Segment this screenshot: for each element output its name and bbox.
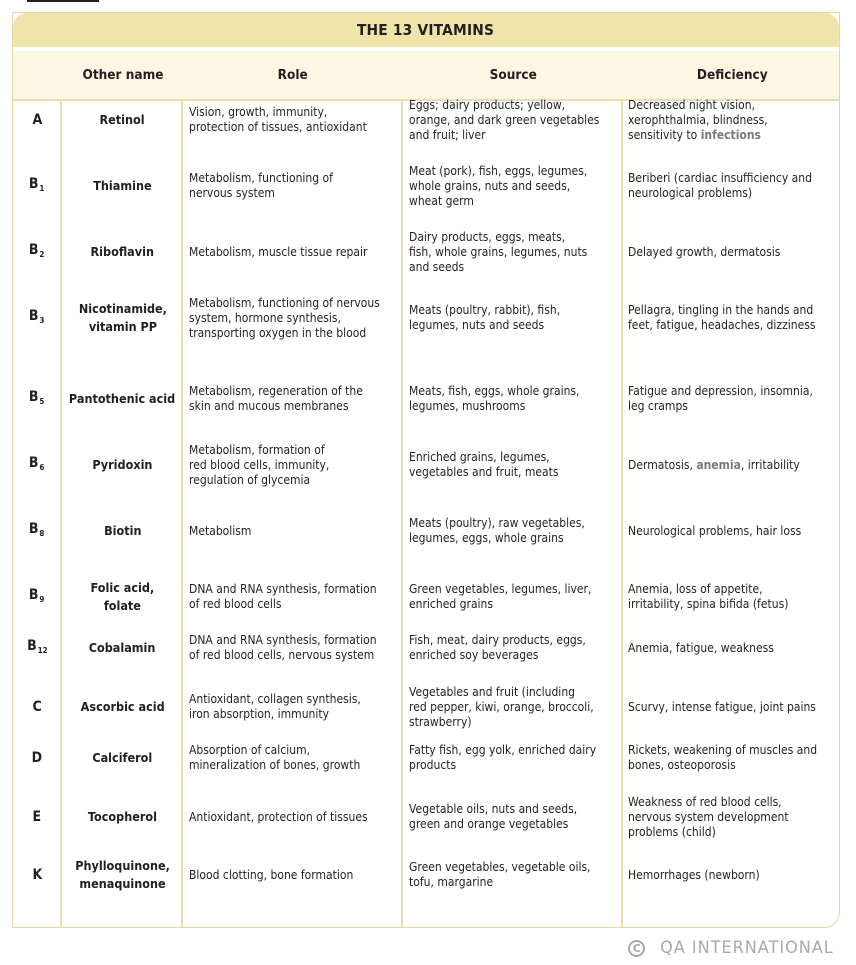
copyright-text: QA INTERNATIONAL xyxy=(660,938,834,958)
vitamin-subscript: 6 xyxy=(39,462,45,472)
cell-line: Ascorbic acid xyxy=(80,699,165,714)
cell-vitamin xyxy=(13,620,61,676)
cell-line: Delayed growth, dermatosis xyxy=(628,244,781,259)
cell-line: Absorption of calcium, xyxy=(189,743,311,757)
cell-line: Nicotinamide, xyxy=(78,301,167,316)
cell-line: Anemia, loss of appetite, xyxy=(628,582,763,596)
vitamin-subscript: 8 xyxy=(39,528,45,538)
cell-line: neurological problems) xyxy=(628,186,753,200)
cell-deficiency xyxy=(628,620,838,676)
cell-other-name xyxy=(63,219,182,285)
cell-role xyxy=(189,285,399,351)
cell-role xyxy=(189,784,399,850)
table-row xyxy=(13,498,839,564)
cell-line: Neurological problems, hair loss xyxy=(628,523,802,538)
cell-source xyxy=(409,845,619,905)
cell-source xyxy=(409,498,619,564)
cell-line: and seeds xyxy=(409,259,465,274)
cell-line: Green vegetables, legumes, liver, xyxy=(409,582,592,596)
cell-role xyxy=(189,432,399,498)
cell-line: Green vegetables, vegetable oils, xyxy=(409,860,591,874)
vitamin-subscript: 5 xyxy=(39,396,45,406)
cell-line: xerophthalmia, blindness, xyxy=(628,112,768,127)
cell-line: Metabolism xyxy=(189,523,252,538)
cell-line: Pellagra, tingling in the hands and xyxy=(628,303,814,317)
vitamins-table xyxy=(12,12,840,928)
cell-line: skin and mucous membranes xyxy=(189,399,349,413)
vitamin-letter: K xyxy=(32,866,42,883)
cell-line: system, hormone synthesis, xyxy=(189,310,341,325)
vitamin-letter: $B_5$ xyxy=(29,388,45,406)
cell-other-name xyxy=(63,153,182,219)
cell-line: legumes, nuts and seeds xyxy=(409,318,545,332)
cell-other-name xyxy=(63,87,182,153)
cell-line: legumes, mushrooms xyxy=(409,399,526,413)
header-other-name: Other name xyxy=(82,67,163,83)
cell-line: menaquinone xyxy=(79,876,166,891)
table-title-bar xyxy=(13,13,839,47)
cell-vitamin xyxy=(13,730,61,786)
cell-line: DNA and RNA synthesis, formation xyxy=(189,633,377,647)
table-row xyxy=(13,730,839,786)
cell-role xyxy=(189,87,399,153)
vitamin-letter: $B_3$ xyxy=(29,307,45,325)
copyright-icon: C xyxy=(628,940,645,957)
cell-deficiency xyxy=(628,845,838,905)
table-row xyxy=(13,366,839,432)
cell-role xyxy=(189,153,399,219)
vitamin-letter: C xyxy=(32,698,42,715)
cell-line: Meats (poultry, rabbit), fish, xyxy=(409,303,561,317)
cell-line: Metabolism, functioning of nervous xyxy=(189,295,380,310)
cell-line: regulation of glycemia xyxy=(189,472,311,487)
vitamin-letter: $B_9$ xyxy=(29,586,45,604)
cell-line: Phylloquinone, xyxy=(75,858,170,873)
table-row xyxy=(13,784,839,850)
cell-line: Cobalamin xyxy=(89,640,156,655)
cell-role xyxy=(189,219,399,285)
cell-other-name xyxy=(63,620,182,676)
cell-vitamin xyxy=(13,153,61,219)
cell-line: nervous system xyxy=(189,186,275,200)
cell-line: red pepper, kiwi, orange, broccoli, xyxy=(409,699,594,714)
cell-other-name xyxy=(63,366,182,432)
cell-role xyxy=(189,730,399,786)
cell-line: Rickets, weakening of muscles and xyxy=(628,743,818,757)
cell-role xyxy=(189,366,399,432)
cell-other-name xyxy=(63,432,182,498)
cell-vitamin xyxy=(13,366,61,432)
cell-line: feet, fatigue, headaches, dizziness xyxy=(628,318,816,332)
cell-vitamin xyxy=(13,219,61,285)
vitamin-subscript: 9 xyxy=(39,594,45,604)
cell-source xyxy=(409,730,619,786)
cell-line: fish, whole grains, legumes, nuts xyxy=(409,244,588,259)
cell-role xyxy=(189,620,399,676)
cell-line: sensitivity to infections xyxy=(628,127,761,142)
table-title: THE 13 VITAMINS xyxy=(357,21,495,39)
cell-line: products xyxy=(409,758,457,772)
cell-line: folate xyxy=(103,598,142,613)
cell-source xyxy=(409,366,619,432)
cell-line: protection of tissues, antioxidant xyxy=(189,120,367,134)
cell-line: irritability, spina bifida (fetus) xyxy=(628,597,789,611)
cell-source xyxy=(409,87,619,153)
cell-vitamin xyxy=(13,498,61,564)
cell-source xyxy=(409,153,619,219)
cell-line: red blood cells, immunity, xyxy=(189,457,330,472)
cell-line: Antioxidant, collagen synthesis, xyxy=(189,692,361,706)
top-rule xyxy=(27,0,99,2)
table-row xyxy=(13,432,839,498)
vitamin-letter: $B_{12}$ xyxy=(26,637,48,655)
cell-line: Decreased night vision, xyxy=(628,97,756,112)
cell-source xyxy=(409,784,619,850)
cell-line: Thiamine xyxy=(93,178,152,193)
table-row xyxy=(13,87,839,153)
vitamin-letter: E xyxy=(32,808,42,825)
cell-line: Enriched grains, legumes, xyxy=(409,450,550,464)
cell-vitamin xyxy=(13,285,61,351)
cell-line: Riboflavin xyxy=(90,244,155,259)
copyright-notice xyxy=(628,936,834,960)
vitamin-subscript: 12 xyxy=(37,645,48,655)
cell-line: Meat (pork), fish, eggs, legumes, xyxy=(409,163,588,178)
cell-other-name xyxy=(63,285,182,351)
cell-line: of red blood cells, nervous system xyxy=(189,648,375,662)
cell-line: bones, osteoporosis xyxy=(628,758,736,772)
vitamin-letter: A xyxy=(32,111,42,128)
cell-line: Eggs; dairy products; yellow, xyxy=(409,97,566,112)
cell-deficiency xyxy=(628,784,838,850)
cell-other-name xyxy=(63,498,182,564)
cell-line: leg cramps xyxy=(628,399,688,413)
cell-line: Blood clotting, bone formation xyxy=(189,867,354,882)
cell-line: mineralization of bones, growth xyxy=(189,758,361,772)
header-source: Source xyxy=(489,67,537,83)
cell-line: Scurvy, intense fatigue, joint pains xyxy=(628,699,816,714)
cell-deficiency xyxy=(628,730,838,786)
cell-source xyxy=(409,620,619,676)
cell-line: Dairy products, eggs, meats, xyxy=(409,229,566,244)
cell-line: Pantothenic acid xyxy=(69,391,176,406)
cell-line: Dermatosis, anemia, irritability xyxy=(628,457,800,472)
cell-line: nervous system development xyxy=(628,809,789,824)
cell-line: transporting oxygen in the blood xyxy=(189,325,367,340)
cell-line: Retinol xyxy=(99,112,146,127)
vitamin-subscript: 3 xyxy=(39,315,45,325)
table-row xyxy=(13,153,839,219)
cell-line: Folic acid, xyxy=(90,580,155,595)
cell-line: Fish, meat, dairy products, eggs, xyxy=(409,633,586,647)
table-row xyxy=(13,845,839,905)
cell-deficiency xyxy=(628,87,838,153)
cell-line: Pyridoxin xyxy=(92,457,153,472)
vitamin-letter: $B_8$ xyxy=(29,520,45,538)
cell-vitamin xyxy=(13,784,61,850)
cell-line: iron absorption, immunity xyxy=(189,707,330,721)
cell-line: Biotin xyxy=(103,523,142,538)
cell-line: Metabolism, regeneration of the xyxy=(189,384,363,398)
vitamin-letter: $B_1$ xyxy=(29,175,45,193)
cell-line: Meats (poultry), raw vegetables, xyxy=(409,516,585,530)
cell-line: vitamin PP xyxy=(88,319,157,334)
cell-line: Vegetables and fruit (including xyxy=(409,684,576,699)
vitamin-letter: $B_2$ xyxy=(29,241,45,259)
cell-line: enriched soy beverages xyxy=(409,648,539,662)
cell-line: Vegetable oils, nuts and seeds, xyxy=(409,802,578,816)
cell-line: of red blood cells xyxy=(189,597,282,611)
header-deficiency: Deficiency xyxy=(696,67,768,83)
cell-role xyxy=(189,498,399,564)
cell-line: strawberry) xyxy=(409,714,472,729)
cell-line: Antioxidant, protection of tissues xyxy=(189,809,368,824)
cell-line: legumes, eggs, whole grains xyxy=(409,531,564,545)
cell-line: DNA and RNA synthesis, formation xyxy=(189,582,377,596)
table-row xyxy=(13,285,839,351)
vitamin-letter: $B_6$ xyxy=(29,454,45,472)
cell-line: wheat germ xyxy=(409,193,474,208)
cell-line: Calciferol xyxy=(92,750,153,765)
cell-source xyxy=(409,432,619,498)
cell-line: Metabolism, muscle tissue repair xyxy=(189,244,368,259)
cell-line: orange, and dark green vegetables xyxy=(409,112,600,127)
cell-line: Tocopherol xyxy=(87,809,158,824)
cell-vitamin xyxy=(13,432,61,498)
cell-vitamin xyxy=(13,87,61,153)
cell-deficiency xyxy=(628,366,838,432)
header-role: Role xyxy=(277,67,309,83)
cell-line: Metabolism, functioning of xyxy=(189,171,333,185)
cell-line: Anemia, fatigue, weakness xyxy=(628,640,774,655)
cell-line: Meats, fish, eggs, whole grains, xyxy=(409,384,580,398)
cell-line: enriched grains xyxy=(409,597,494,611)
cell-line: Fatigue and depression, insomnia, xyxy=(628,384,813,398)
cell-deficiency xyxy=(628,219,838,285)
cell-vitamin xyxy=(13,845,61,905)
cell-line: problems (child) xyxy=(628,824,716,839)
vitamin-letter: D xyxy=(31,749,43,766)
cell-line: and fruit; liver xyxy=(409,127,486,142)
cell-deficiency xyxy=(628,498,838,564)
cell-source xyxy=(409,285,619,351)
cell-other-name xyxy=(63,845,182,905)
cell-other-name xyxy=(63,730,182,786)
cell-line: Beriberi (cardiac insufficiency and xyxy=(628,171,813,185)
cell-line: tofu, margarine xyxy=(409,875,494,889)
cell-line: Vision, growth, immunity, xyxy=(189,105,328,119)
cell-line: Fatty fish, egg yolk, enriched dairy xyxy=(409,743,597,757)
cell-line: Metabolism, formation of xyxy=(189,442,325,457)
table-row xyxy=(13,219,839,285)
cell-deficiency xyxy=(628,153,838,219)
cell-source xyxy=(409,219,619,285)
vitamin-subscript: 1 xyxy=(39,183,45,193)
table-row xyxy=(13,620,839,676)
cell-line: green and orange vegetables xyxy=(409,817,569,831)
cell-deficiency xyxy=(628,285,838,351)
cell-line: Weakness of red blood cells, xyxy=(628,794,782,809)
cell-deficiency xyxy=(628,432,838,498)
cell-line: Hemorrhages (newborn) xyxy=(628,867,760,882)
cell-line: vegetables and fruit, meats xyxy=(409,465,559,479)
cell-role xyxy=(189,845,399,905)
cell-line: whole grains, nuts and seeds, xyxy=(409,178,571,193)
cell-other-name xyxy=(63,784,182,850)
vitamin-subscript: 2 xyxy=(39,249,45,259)
